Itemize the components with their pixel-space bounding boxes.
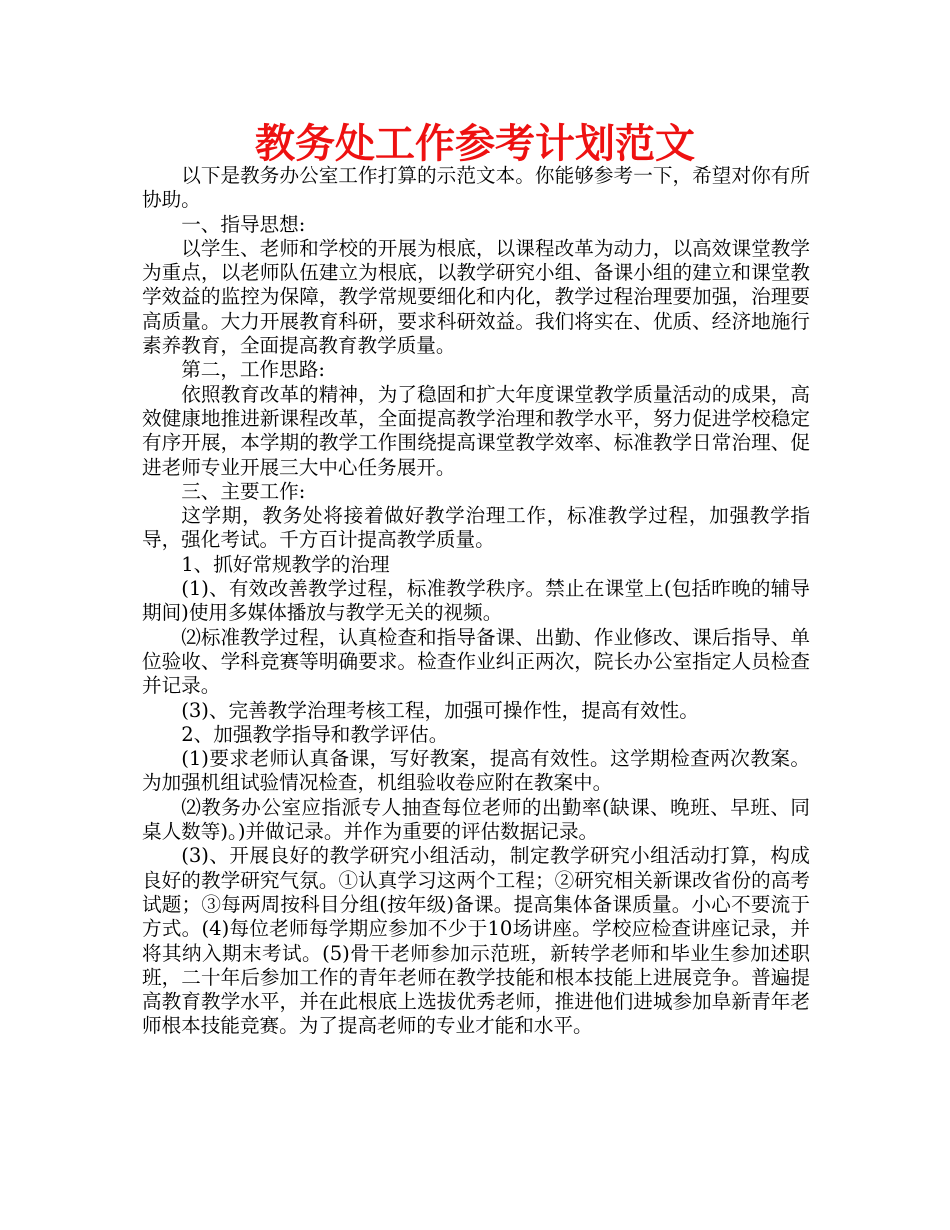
list-item: (3)、完善教学治理考核工程，加强可操作性，提高有效性。: [181, 698, 699, 722]
list-item: (3)、开展良好的教学研究小组活动，制定教学研究小组活动打算，构成良好的教学研究气氛。①认真学习这两个工程；②研究相关新课改省份的高考试题；③每两周按科目分组(按年级)备课。提高集体备课质量。小心不要流于方式。(4)每位老师每学期应参加不少于10场讲座。学校应检查讲座记录，并将其纳入期末考试。(5)骨干老师参加示范班，新转学老师和毕业生参加述职班，二十年后参加工作的青年老师在教学技能和根本技能上进展竞争。普遍提高教育教学水平，并在此根底上选拔优秀老师，推进他们进城参加阜新青年老师根本技能竞赛。为了提高老师的专业才能和水平。: [142, 844, 810, 1038]
list-item: ⑵标准教学过程，认真检查和指导备课、出勤、作业修改、课后指导、单位验收、学科竞赛等明确要求。检查作业纠正两次，院长办公室指定人员检查并记录。: [142, 625, 810, 698]
heading-guiding-ideology: 一、指导思想:: [181, 212, 306, 236]
subheading-routine-teaching: 1、抓好常规教学的治理: [181, 552, 390, 576]
document-body: [142, 164, 810, 1039]
paragraph-work-ideas: 依照教育改革的精神，为了稳固和扩大年度课堂教学质量活动的成果，高效健康地推进新课程改革，全面提高教学治理和教学水平，努力促进学校稳定有序开展，本学期的教学工作围绕提高课堂教学效率、标准教学日常治理、促进老师专业开展三大中心任务展开。: [142, 382, 810, 479]
subheading-teaching-guidance: 2、加强教学指导和教学评估。: [181, 722, 449, 746]
document-title: 教务处工作参考计划范文: [255, 120, 695, 167]
list-item: (1)、有效改善教学过程，标准教学秩序。禁止在课堂上(包括昨晚的辅导期间)使用多媒体播放与教学无关的视频。: [142, 577, 810, 625]
paragraph-main-work: 这学期，教务处将接着做好教学治理工作，标准教学过程，加强教学指导，强化考试。千方百计提高教学质量。: [142, 504, 810, 552]
list-item: ⑵教务办公室应指派专人抽查每位老师的出勤率(缺课、晚班、早班、同桌人数等)。)并做记录。并作为重要的评估数据记录。: [142, 795, 810, 844]
heading-work-ideas: 第二，工作思路:: [181, 358, 325, 382]
list-item: (1)要求老师认真备课，写好教案，提高有效性。这学期检查两次教案。为加强机组试验情况检查，机组验收卷应附在教案中。: [142, 747, 810, 795]
paragraph-guiding-ideology: 以学生、老师和学校的开展为根底，以课程改革为动力，以高效课堂教学为重点，以老师队伍建立为根底，以教学研究小组、备课小组的建立和课堂教学效益的监控为保障，教学常规要细化和内化，教学过程治理要加强，治理要高质量。大力开展教育科研，要求科研效益。我们将实在、优质、经济地施行素养教育，全面提高教育教学质量。: [142, 236, 810, 358]
paragraph-intro: 以下是教务办公室工作打算的示范文本。你能够参考一下，希望对你有所协助。: [142, 164, 810, 212]
heading-main-work: 三、主要工作:: [181, 479, 306, 503]
